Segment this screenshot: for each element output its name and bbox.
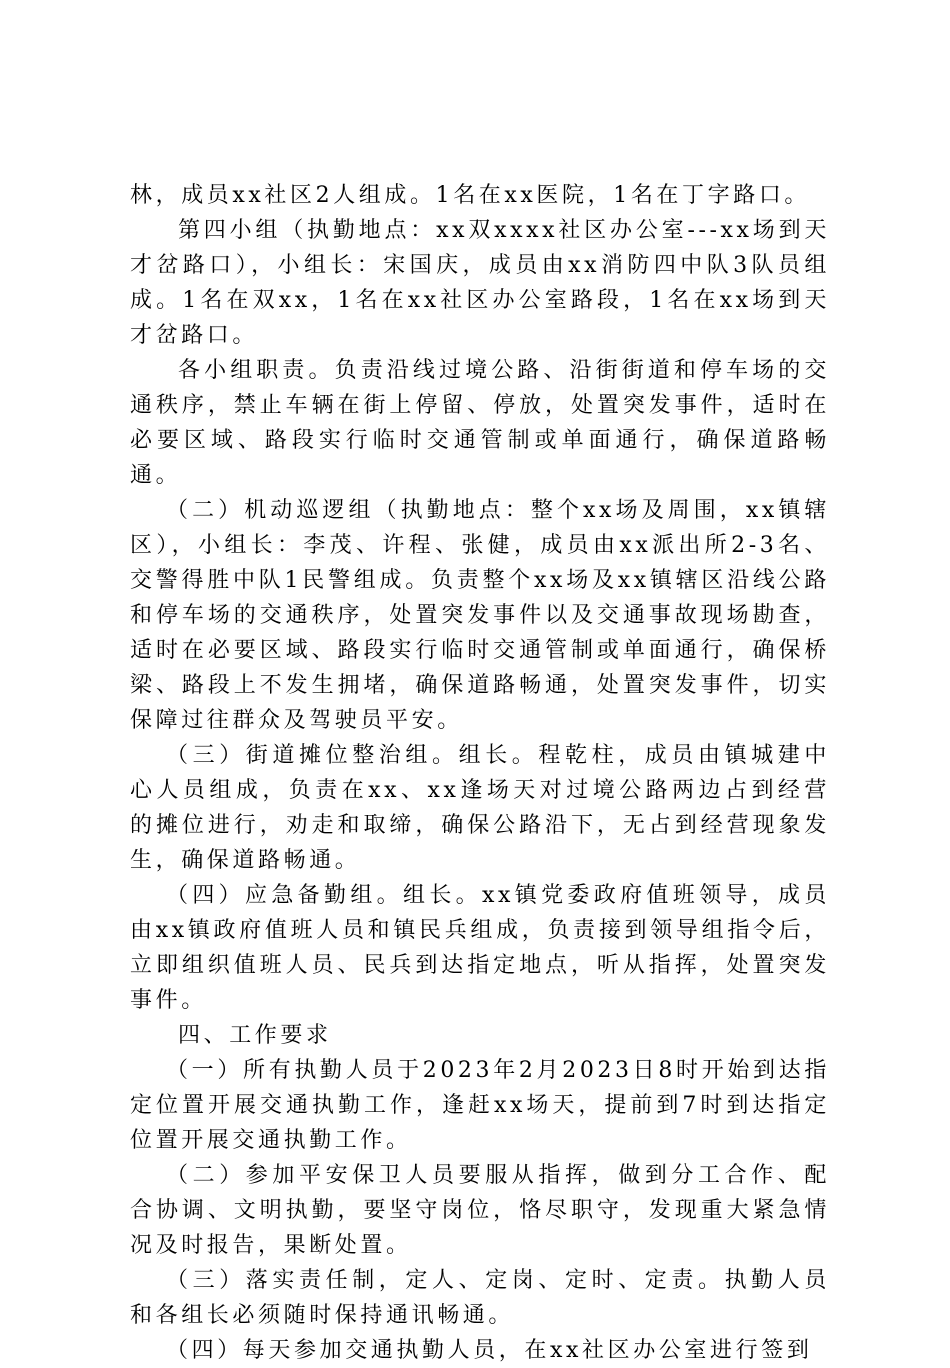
paragraph-requirement-3: （三）落实责任制，定人、定岗、定时、定责。执勤人员和各组长必须随时保持通讯畅通。 bbox=[130, 1268, 830, 1328]
paragraph-requirement-2: （二）参加平安保卫人员要服从指挥，做到分工合作、配合协调、文明执勤，要坚守岗位，恪尽职守，发现重大紧急情况及时报告，果断处置。 bbox=[130, 1163, 830, 1258]
paragraph-group-duties: 各小组职责。负责沿线过境公路、沿街街道和停车场的交通秩序，禁止车辆在街上停留、停放，处置突发事件，适时在必要区域、路段实行临时交通管制或单面通行，确保道路畅通。 bbox=[130, 358, 830, 488]
paragraph-emergency-standby: （四）应急备勤组。组长。xx镇党委政府值班领导，成员由xx镇政府值班人员和镇民兵组成，负责接到领导组指令后，立即组织值班人员、民兵到达指定地点，听从指挥，处置突发事件。 bbox=[130, 883, 830, 1013]
paragraph-mobile-patrol: （二）机动巡逻组（执勤地点：整个xx场及周围，xx镇辖区），小组长：李茂、许程、张健，成员由xx派出所2-3名、交警得胜中队1民警组成。负责整个xx场及xx镇辖区沿线公路和停车场的交通秩序，处置突发事件以及交通事故现场勘查，适时在必要区域、路段实行临时交通管制或单面通行，确保桥梁、路段上不发生拥堵，确保道路畅通，处置突发事件，切实保障过往群众及驾驶员平安。 bbox=[130, 498, 830, 733]
paragraph-continuation: 林，成员xx社区2人组成。1名在xx医院，1名在丁字路口。 bbox=[130, 183, 811, 208]
document-body bbox=[130, 178, 830, 1368]
paragraph-requirement-4: （四）每天参加交通执勤人员，在xx社区办公室进行签到 bbox=[166, 1338, 813, 1363]
paragraph-requirement-1: （一）所有执勤人员于2023年2月2023日8时开始到达指定位置开展交通执勤工作，逢赶xx场天，提前到7时到达指定位置开展交通执勤工作。 bbox=[130, 1058, 830, 1153]
section-heading-work-requirements: 四、工作要求 bbox=[178, 1023, 332, 1048]
paragraph-street-stalls: （三）街道摊位整治组。组长。程乾柱，成员由镇城建中心人员组成，负责在xx、xx逢场天对过境公路两边占到经营的摊位进行，劝走和取缔，确保公路沿下，无占到经营现象发生，确保道路畅通。 bbox=[130, 743, 830, 873]
paragraph-fourth-group: 第四小组（执勤地点：xx双xxxx社区办公室---xx场到天才岔路口），小组长：宋国庆，成员由xx消防四中队3队员组成。1名在双xx，1名在xx社区办公室路段，1名在xx场到天才岔路口。 bbox=[130, 218, 830, 348]
